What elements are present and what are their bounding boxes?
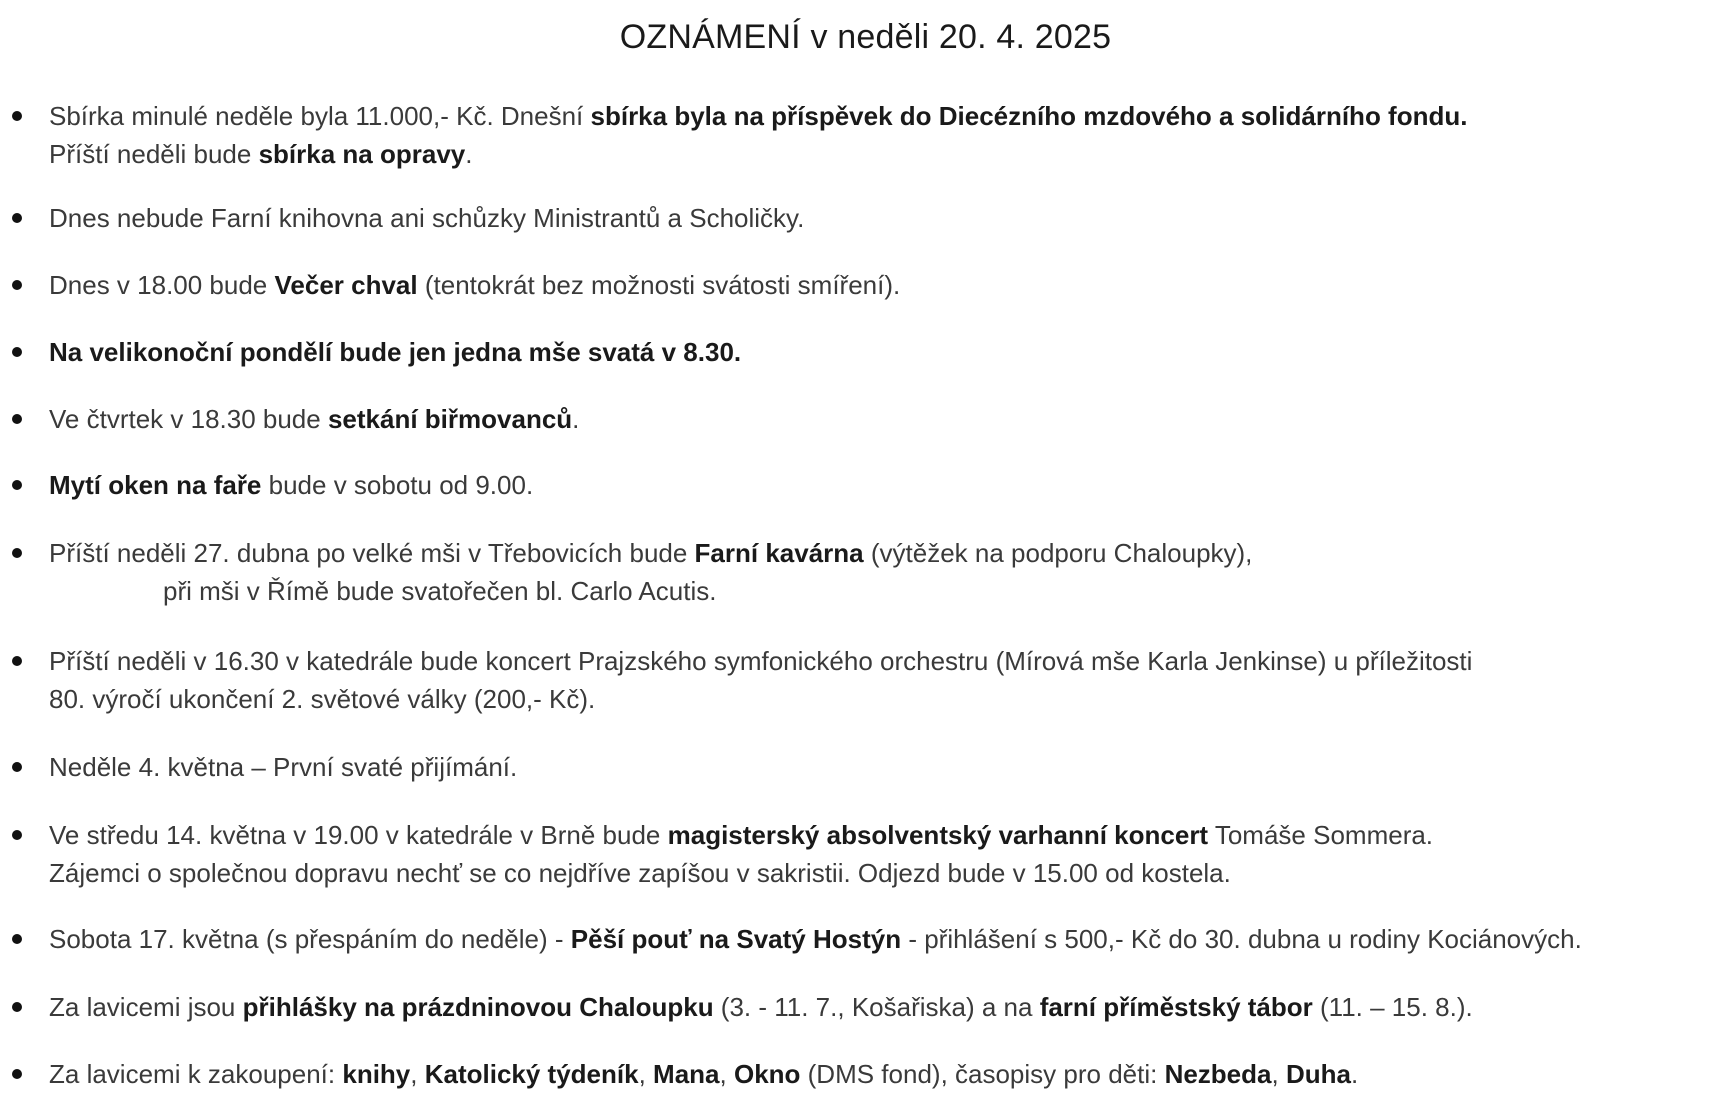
item-line: Dnes v 18.00 bude Večer chval (tentokrát bez možnosti svátosti smíření).	[49, 270, 901, 300]
item-line: 80. výročí ukončení 2. světové války (200,- Kč).	[49, 684, 596, 714]
bullet-icon	[12, 414, 22, 424]
bullet-icon	[12, 830, 22, 840]
item-line: Zájemci o společnou dopravu nechť se co nejdříve zapíšou v sakristii. Odjezd bude v 15.00 od kostela.	[49, 858, 1231, 888]
item-line: Příští neděli 27. dubna po velké mši v Třebovicích bude Farní kavárna (výtěžek na podporu Chaloupky),	[49, 538, 1253, 568]
item-line: Mytí oken na faře bude v sobotu od 9.00.	[49, 470, 534, 500]
page-title: OZNÁMENÍ v neděli 20. 4. 2025	[619, 18, 1112, 56]
bullet-icon	[12, 480, 22, 490]
item-line: Ve čtvrtek v 18.30 bude setkání biřmovanců.	[49, 404, 580, 434]
bullet-icon	[12, 934, 22, 944]
item-line: Dnes nebude Farní knihovna ani schůzky Ministrantů a Scholičky.	[49, 203, 805, 233]
bullet-icon	[12, 213, 22, 223]
item-line: Sobota 17. května (s přespáním do neděle) - Pěší pouť na Svatý Hostýn - přihlášení s 500,- Kč do 30. dubna u rodiny Kociánových.	[49, 924, 1582, 954]
bullet-icon	[12, 111, 22, 121]
bullet-icon	[12, 656, 22, 666]
bullet-icon	[12, 1002, 22, 1012]
item-line: Příští neděli v 16.30 v katedrále bude koncert Prajzského symfonického orchestru (Mírová mše Karla Jenkinse) u příležitosti	[49, 646, 1473, 676]
bullet-icon	[12, 347, 22, 357]
bullet-icon	[12, 1069, 22, 1079]
item-line: Příští neděli bude sbírka na opravy.	[49, 139, 473, 169]
bullet-icon	[12, 548, 22, 558]
item-line: Sbírka minulé neděle byla 11.000,- Kč. Dnešní sbírka byla na příspěvek do Diecézního mzdového a solidárního fondu.	[49, 101, 1468, 131]
item-line: Za lavicemi jsou přihlášky na prázdninovou Chaloupku (3. - 11. 7., Košařiska) a na farní příměstský tábor (11. – 15. 8.).	[49, 992, 1473, 1022]
item-line: při mši v Římě bude svatořečen bl. Carlo Acutis.	[163, 576, 717, 606]
item-line: Na velikonoční pondělí bude jen jedna mše svatá v 8.30.	[49, 337, 742, 367]
bullet-icon	[12, 762, 22, 772]
item-line: Neděle 4. května – První svaté přijímání.	[49, 752, 518, 782]
item-line: Ve středu 14. května v 19.00 v katedrále v Brně bude magisterský absolventský varhanní koncert Tomáše Sommera.	[49, 820, 1434, 850]
bullet-icon	[12, 280, 22, 290]
item-line: Za lavicemi k zakoupení: knihy, Katolický týdeník, Mana, Okno (DMS fond), časopisy pro děti: Nezbeda, Duha.	[49, 1059, 1359, 1089]
